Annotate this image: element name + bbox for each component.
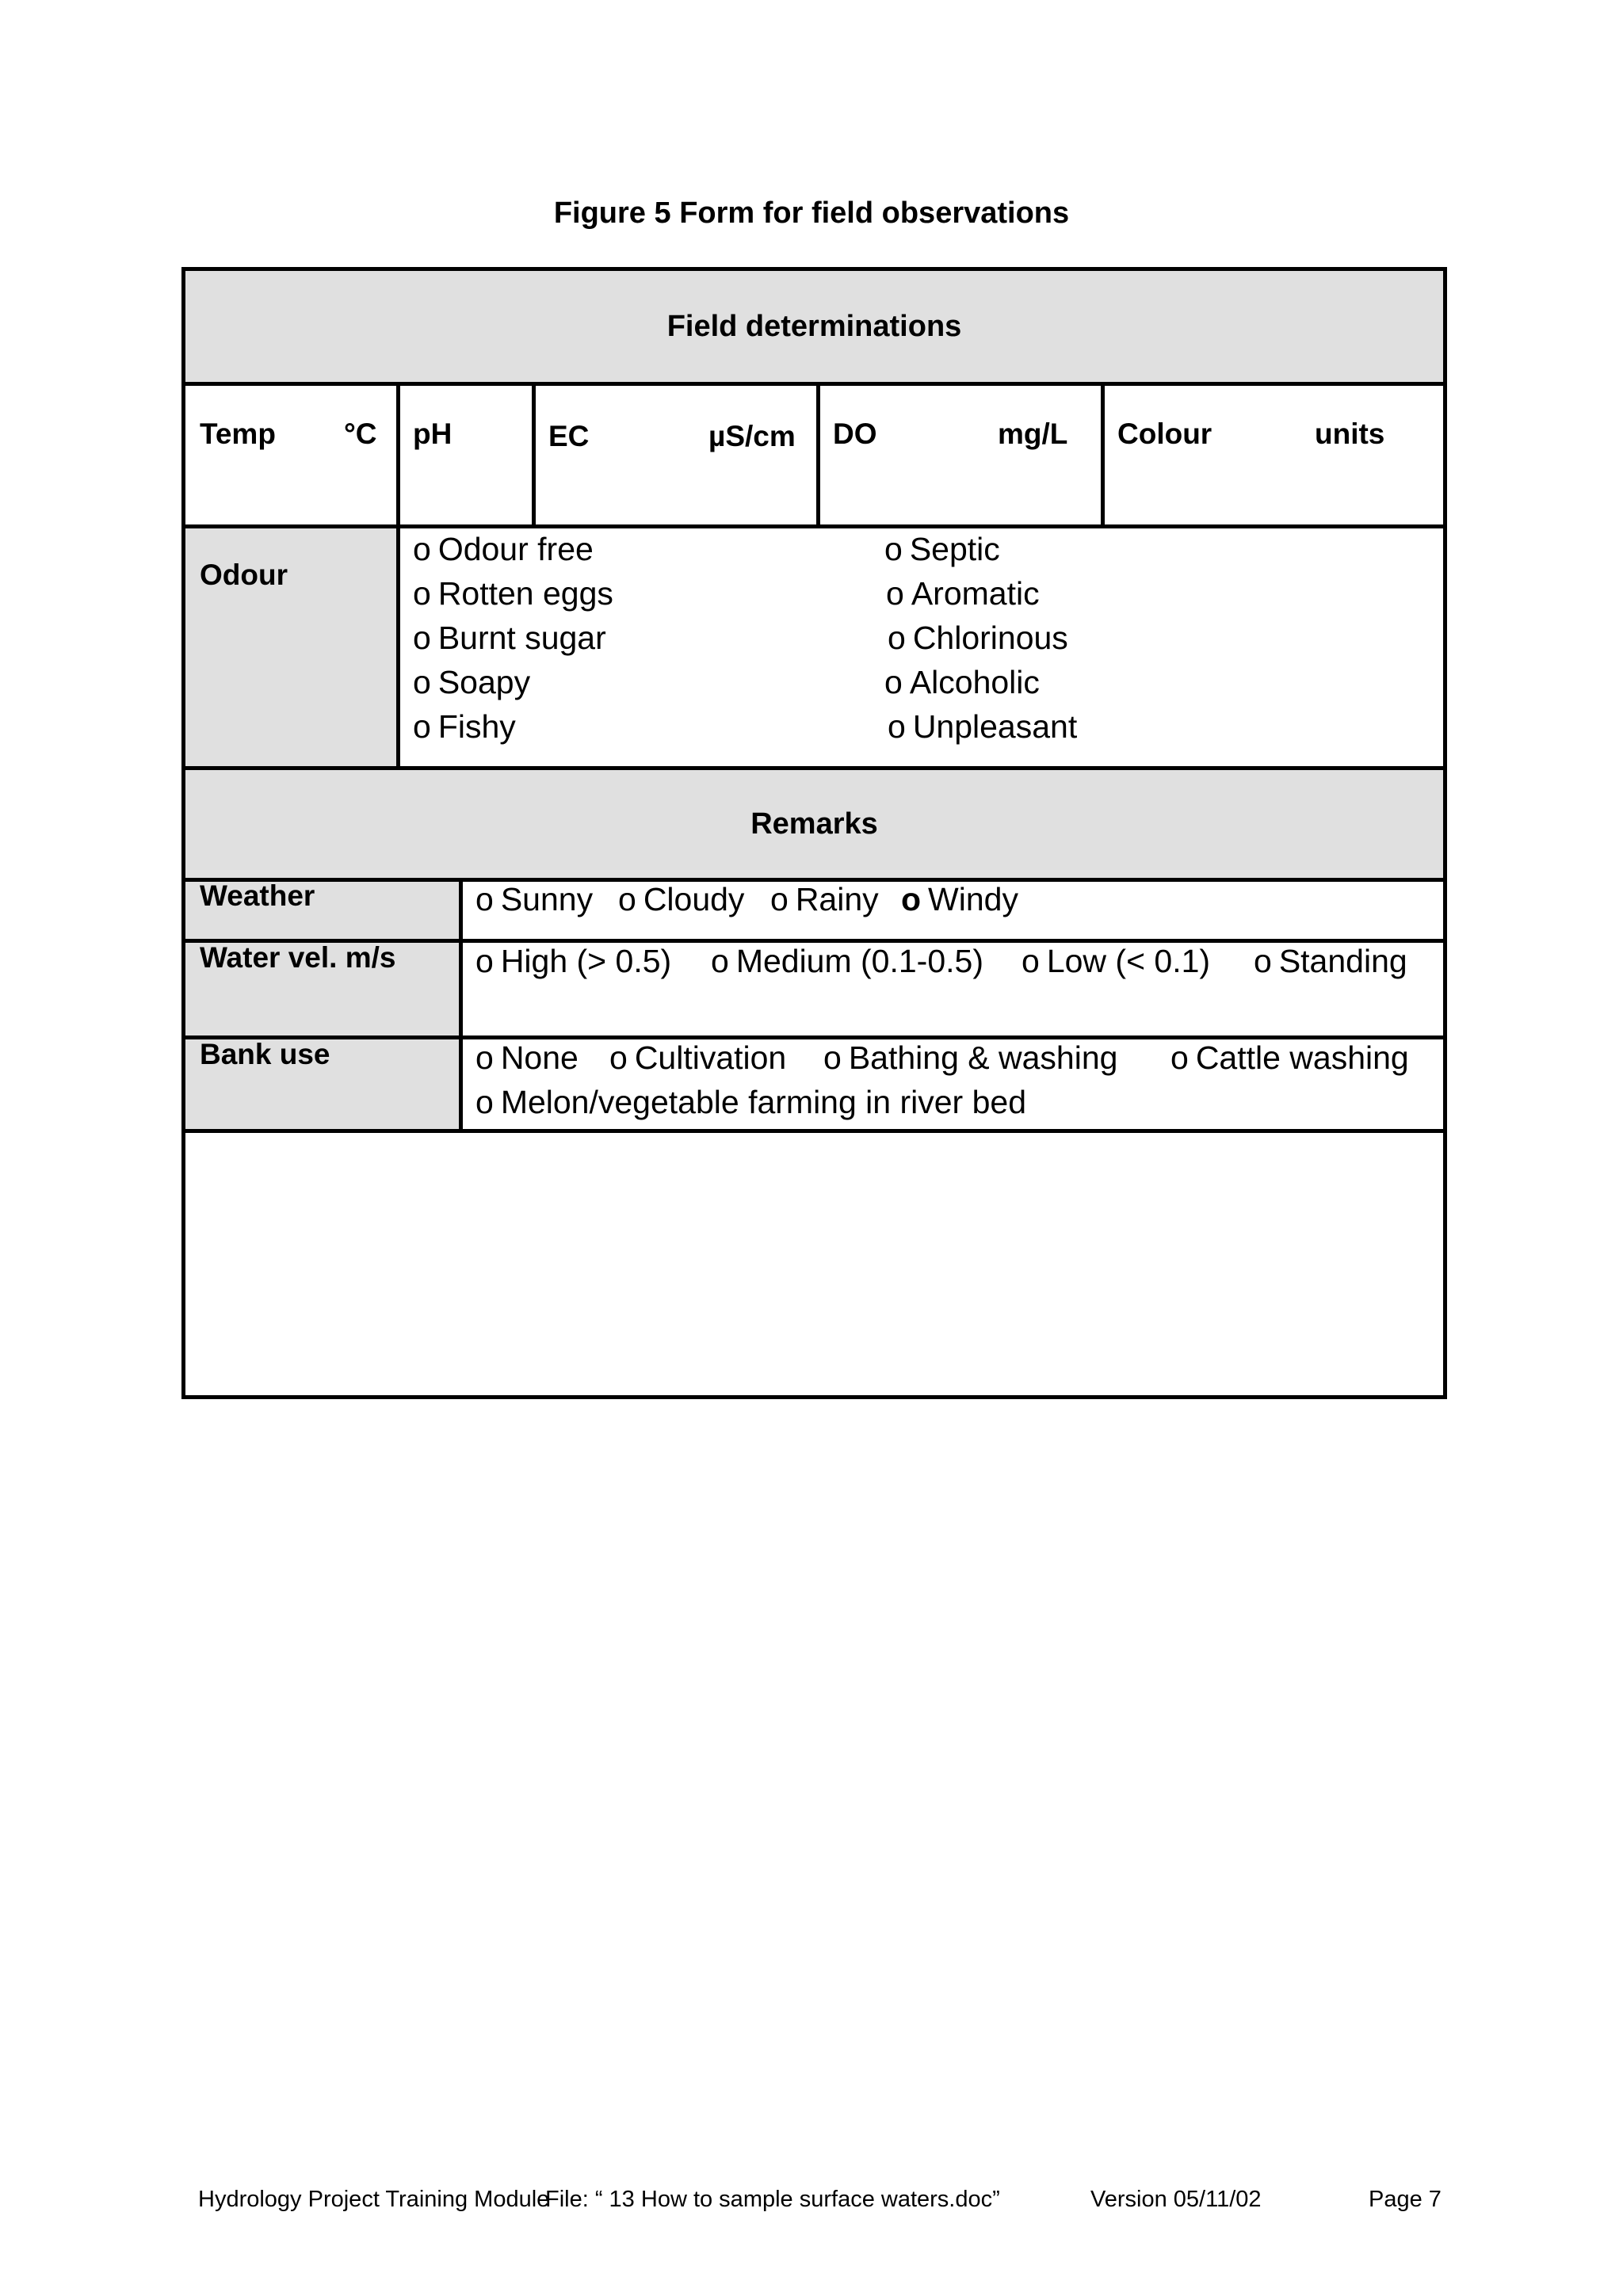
- footer-page: Page 7: [1369, 2187, 1442, 2212]
- water-velocity-option-medium[interactable]: o Medium (0.1-0.5): [711, 943, 983, 979]
- option-marker: o: [413, 531, 431, 567]
- ec-label: EC: [548, 420, 590, 452]
- remarks-header: [185, 770, 1443, 878]
- water-velocity-option-low[interactable]: o Low (< 0.1): [1022, 943, 1211, 979]
- option-marker: o: [770, 881, 789, 917]
- column-divider: [1101, 382, 1105, 524]
- odour-option-chlorinous[interactable]: o Chlorinous: [888, 620, 1068, 656]
- water-velocity-label: Water vel. m/s: [200, 941, 396, 974]
- option-marker: o: [413, 708, 431, 745]
- option-marker: o: [884, 531, 903, 567]
- bank-use-label: Bank use: [200, 1038, 330, 1070]
- odour-option-odour-free[interactable]: o Odour free: [413, 531, 594, 567]
- remarks-free-text-area[interactable]: [185, 1133, 1443, 1395]
- odour-option-alcoholic[interactable]: o Alcoholic: [884, 664, 1040, 700]
- bank-use-option-melon-farming[interactable]: o Melon/vegetable farming in river bed: [475, 1084, 1026, 1120]
- colour-label: Colour: [1117, 418, 1212, 450]
- weather-option-windy[interactable]: o Windy: [901, 881, 1018, 917]
- figure-caption: Figure 5 Form for field observations: [553, 196, 1070, 230]
- bank-use-option-bathing-washing[interactable]: o Bathing & washing: [823, 1039, 1118, 1076]
- option-marker: o: [884, 664, 903, 700]
- odour-option-rotten-eggs[interactable]: o Rotten eggs: [413, 575, 613, 612]
- water-velocity-option-standing[interactable]: o Standing: [1254, 943, 1407, 979]
- option-marker: o: [823, 1039, 842, 1076]
- temp-label: Temp: [200, 418, 276, 450]
- column-divider: [396, 382, 400, 524]
- column-divider: [396, 524, 400, 766]
- weather-option-rainy[interactable]: o Rainy: [770, 881, 879, 917]
- do-unit: mg/L: [998, 418, 1068, 450]
- bank-use-option-cattle-washing[interactable]: o Cattle washing: [1170, 1039, 1409, 1076]
- odour-option-septic[interactable]: o Septic: [884, 531, 1000, 567]
- option-marker: o: [888, 708, 906, 745]
- option-marker: o: [475, 943, 494, 979]
- option-marker: o: [886, 575, 904, 612]
- bank-use-option-cultivation[interactable]: o Cultivation: [609, 1039, 787, 1076]
- option-marker: o: [609, 1039, 628, 1076]
- remarks-title: Remarks: [750, 807, 878, 841]
- bank-use-option-none[interactable]: o None: [475, 1039, 579, 1076]
- odour-option-fishy[interactable]: o Fishy: [413, 708, 516, 745]
- option-marker: o: [413, 575, 431, 612]
- weather-option-sunny[interactable]: o Sunny: [475, 881, 594, 917]
- field-observation-form: [181, 267, 1447, 1399]
- option-marker: o: [1022, 943, 1040, 979]
- divider: [185, 382, 1443, 386]
- column-divider: [532, 382, 536, 524]
- option-marker: o: [413, 664, 431, 700]
- ph-label: pH: [413, 418, 453, 450]
- option-marker: o: [711, 943, 729, 979]
- option-marker: o: [475, 881, 494, 917]
- weather-option-cloudy[interactable]: o Cloudy: [618, 881, 745, 917]
- field-determinations-header: [185, 271, 1443, 382]
- ec-unit: µS/cm: [708, 420, 796, 452]
- column-divider: [816, 382, 820, 524]
- field-determinations-title: Field determinations: [666, 309, 962, 343]
- option-marker: o: [901, 881, 922, 917]
- water-velocity-option-high[interactable]: o High (> 0.5): [475, 943, 672, 979]
- footer-module: Hydrology Project Training Module: [198, 2187, 550, 2212]
- option-marker: o: [888, 620, 906, 656]
- option-marker: o: [1170, 1039, 1189, 1076]
- odour-option-aromatic[interactable]: o Aromatic: [886, 575, 1040, 612]
- option-marker: o: [475, 1039, 494, 1076]
- option-marker: o: [1254, 943, 1272, 979]
- option-marker: o: [618, 881, 636, 917]
- option-marker: o: [475, 1084, 494, 1120]
- footer-file: File: “ 13 How to sample surface waters.doc”: [545, 2187, 1000, 2212]
- odour-option-burnt-sugar[interactable]: o Burnt sugar: [413, 620, 606, 656]
- odour-option-soapy[interactable]: o Soapy: [413, 664, 531, 700]
- option-marker: o: [413, 620, 431, 656]
- footer-version: Version 05/11/02: [1090, 2187, 1262, 2212]
- temp-unit: °C: [344, 418, 377, 450]
- colour-unit: units: [1315, 418, 1385, 450]
- weather-label: Weather: [200, 879, 315, 912]
- do-label: DO: [833, 418, 877, 450]
- column-divider: [459, 878, 463, 1129]
- odour-label: Odour: [200, 559, 288, 591]
- odour-option-unpleasant[interactable]: o Unpleasant: [888, 708, 1078, 745]
